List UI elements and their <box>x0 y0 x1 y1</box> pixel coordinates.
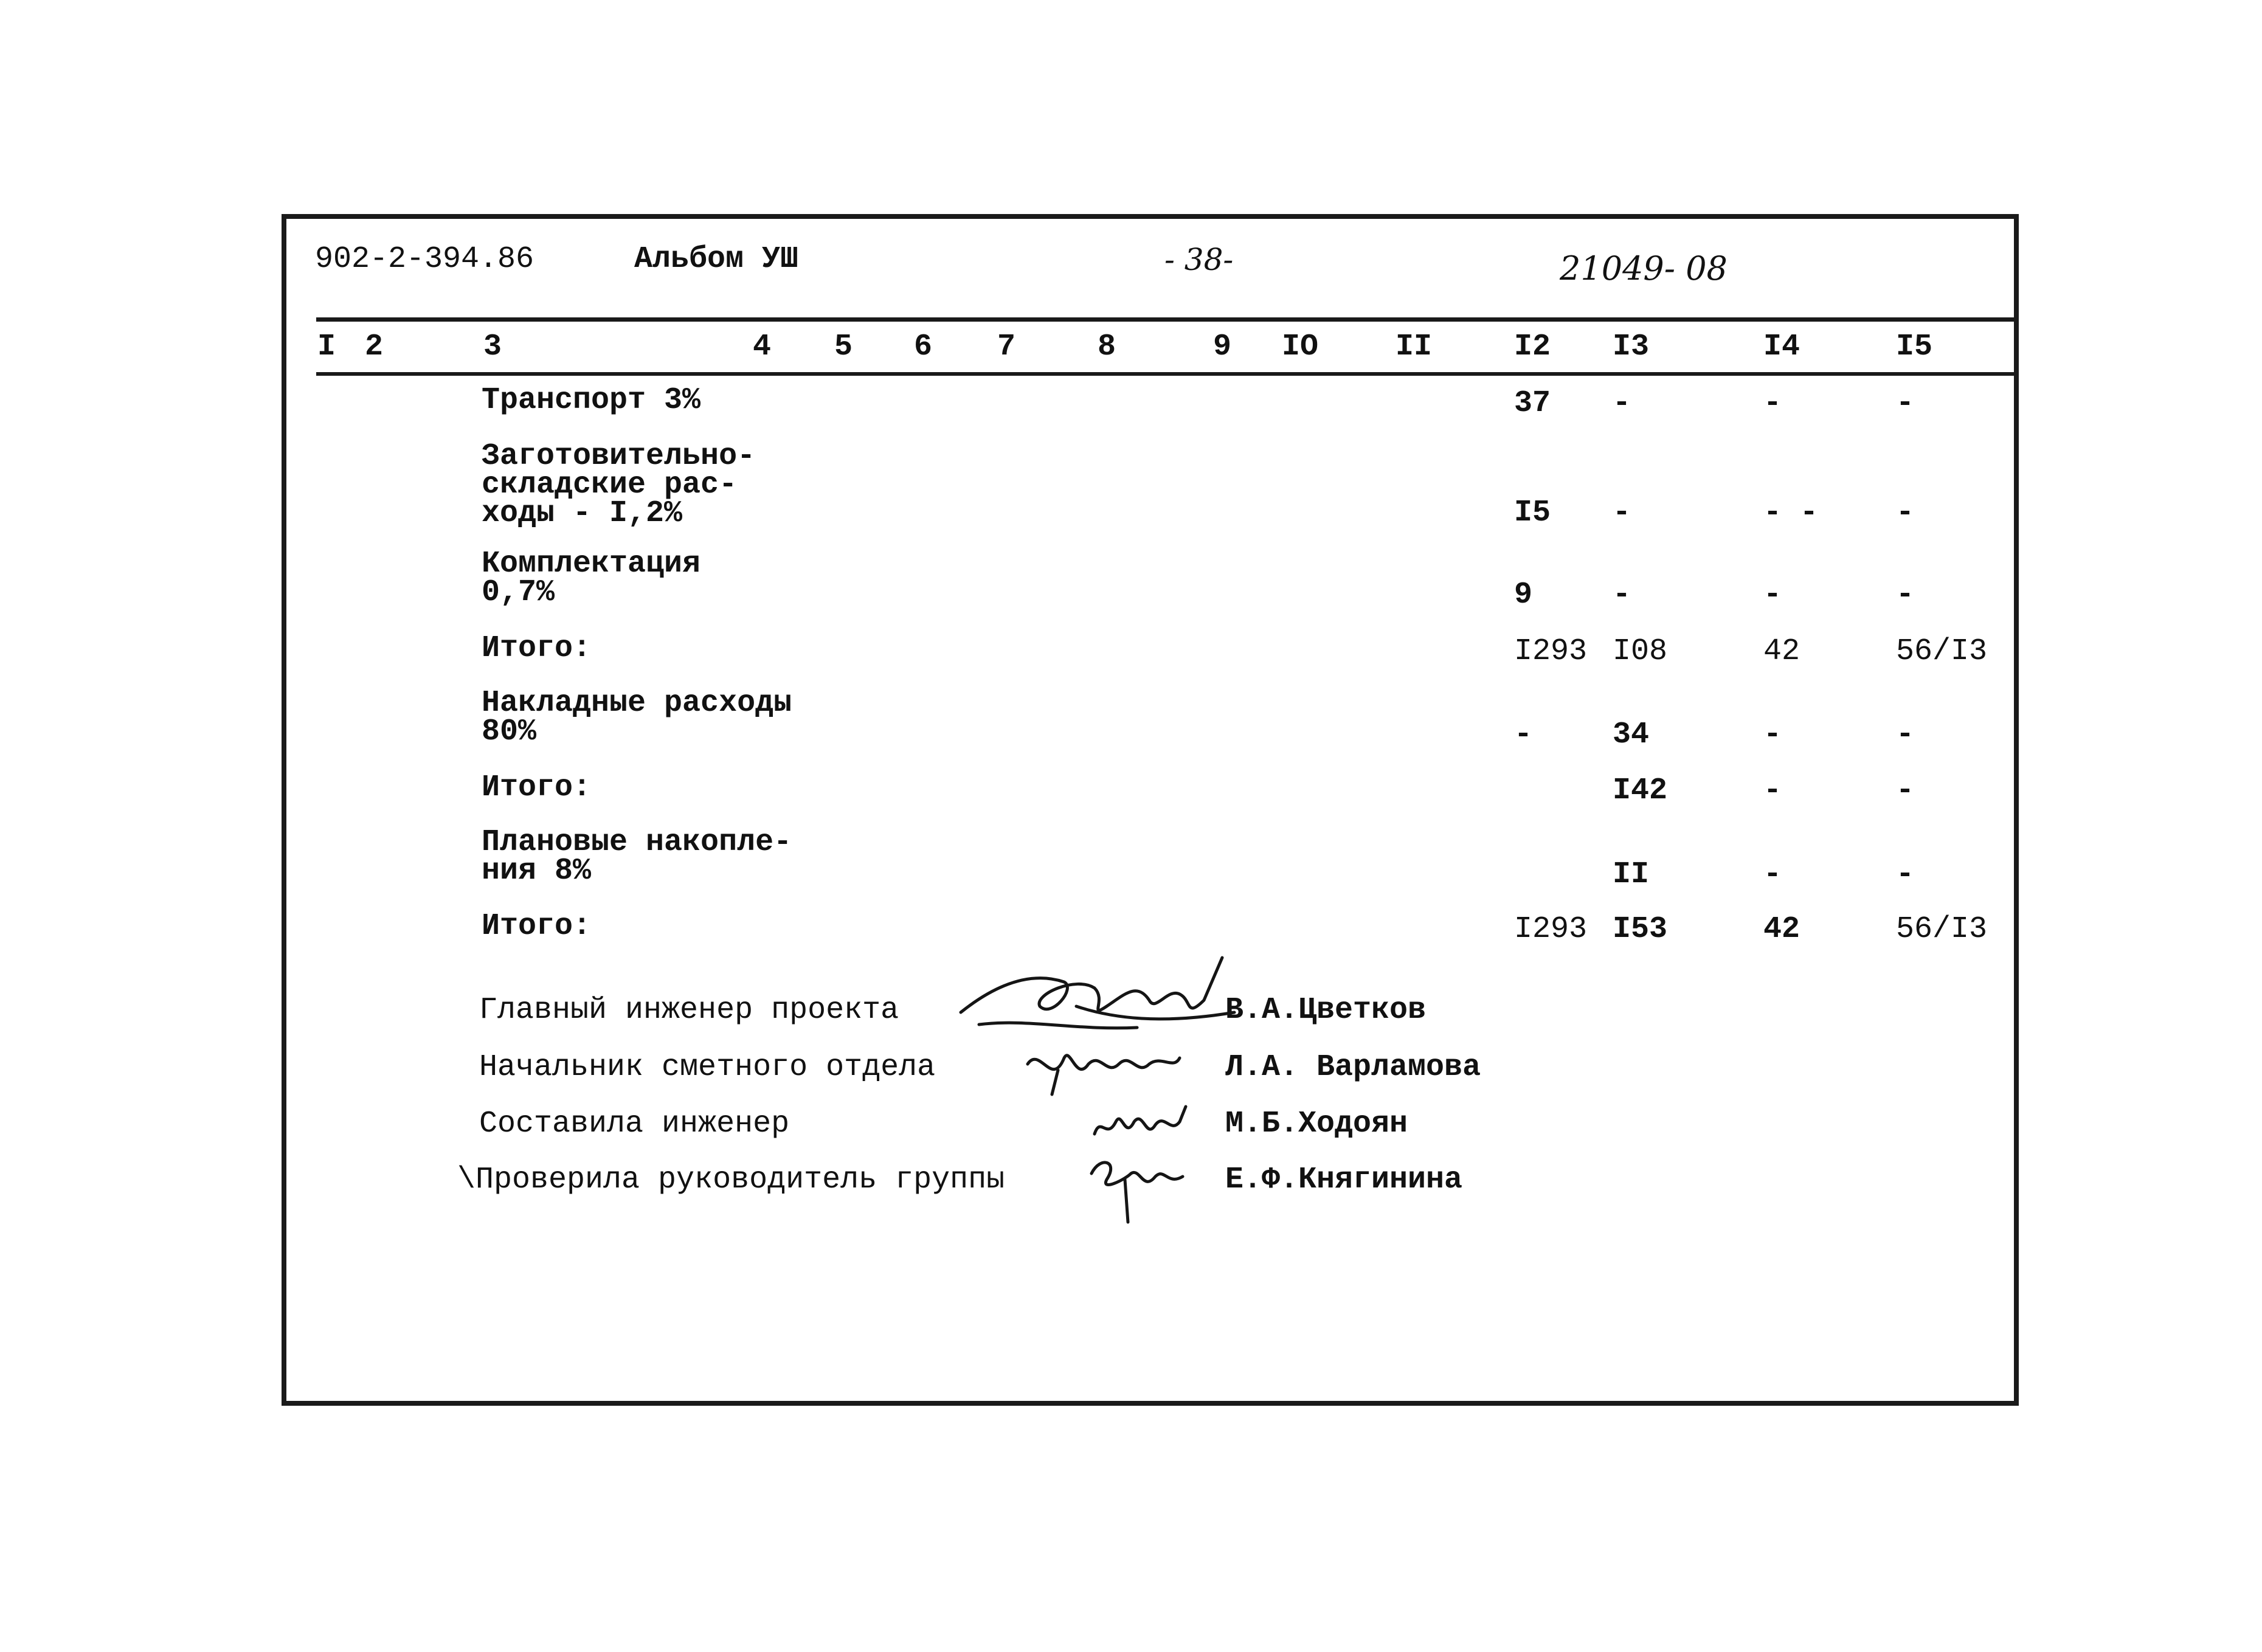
row-total-3-c12: I293 <box>1514 912 1588 947</box>
row-label-total-3: Итого: <box>482 909 592 944</box>
row-total-1-c14: 42 <box>1763 634 1800 669</box>
col-10: IO <box>1282 330 1319 364</box>
row-label-overhead: Накладные расходы 80% <box>482 686 792 749</box>
album-label: Альбом УШ <box>634 242 799 277</box>
row-total-2-c13: I42 <box>1613 773 1668 808</box>
row-transport-c13: - <box>1613 386 1631 421</box>
row-total-3-c13: I53 <box>1613 912 1668 947</box>
signature-role-estimates-head: Начальник сметного отдела <box>479 1050 936 1085</box>
row-completion-c15: - <box>1896 578 1915 612</box>
doc-code: 902-2-394.86 <box>315 242 534 277</box>
col-14: I4 <box>1763 330 1800 364</box>
row-overhead-c14: - <box>1763 717 1782 752</box>
col-12: I2 <box>1514 330 1551 364</box>
row-planned-savings-c13: II <box>1613 857 1650 892</box>
row-transport-c15: - <box>1896 386 1915 421</box>
handwritten-signature-2 <box>1022 1034 1186 1101</box>
row-total-3-c15: 56/I3 <box>1896 912 1988 947</box>
archive-number: 21049- 08 <box>1560 249 1728 288</box>
row-total-1-c12: I293 <box>1514 634 1588 669</box>
col-15: I5 <box>1896 330 1933 364</box>
row-completion-c13: - <box>1613 578 1631 612</box>
row-total-2-c15: - <box>1896 773 1915 808</box>
row-total-1-c13: I08 <box>1613 634 1668 669</box>
row-label-total-2: Итого: <box>482 770 592 805</box>
signature-role-compiler: Составила инженер <box>479 1107 790 1141</box>
handwritten-signature-4 <box>1082 1143 1192 1228</box>
row-procurement-c14: - - <box>1763 496 1819 530</box>
row-total-1-c15: 56/I3 <box>1896 634 1988 669</box>
row-label-completion: Комплектация 0,7% <box>482 547 701 610</box>
signature-name-group-lead: Е.Ф.Княгинина <box>1225 1163 1463 1197</box>
col-3: 3 <box>483 330 502 364</box>
row-total-2-c14: - <box>1763 773 1782 808</box>
col-1: I <box>317 330 336 364</box>
row-total-3-c14: 42 <box>1763 912 1800 947</box>
col-8: 8 <box>1098 330 1116 364</box>
row-label-planned-savings: Плановые накопле- ния 8% <box>482 825 792 888</box>
row-overhead-c13: 34 <box>1613 717 1650 752</box>
signature-role-chief-engineer: Главный инженер проекта <box>479 993 899 1028</box>
col-7: 7 <box>997 330 1016 364</box>
col-6: 6 <box>914 330 933 364</box>
row-transport-c14: - <box>1763 386 1782 421</box>
signature-name-estimates-head: Л.А. Варламова <box>1225 1050 1481 1085</box>
row-planned-savings-c14: - <box>1763 857 1782 892</box>
row-label-procurement: Заготовительно- складские рас- ходы - I,2% <box>482 439 756 531</box>
col-4: 4 <box>753 330 772 364</box>
row-procurement-c12: I5 <box>1514 496 1551 530</box>
col-2: 2 <box>365 330 384 364</box>
header-rule <box>316 317 2019 322</box>
signature-role-group-lead: \Проверила руководитель группы <box>457 1163 1005 1197</box>
col-13: I3 <box>1613 330 1650 364</box>
row-label-total-1: Итого: <box>482 631 592 666</box>
page-number: - 38- <box>1164 242 1234 277</box>
signature-name-chief-engineer: В.А.Цветков <box>1225 993 1427 1028</box>
row-transport-c12: 37 <box>1514 386 1551 421</box>
row-procurement-c15: - <box>1896 496 1915 530</box>
signature-name-compiler: М.Б.Ходоян <box>1225 1107 1408 1141</box>
row-label-transport: Транспорт 3% <box>482 383 701 418</box>
col-5: 5 <box>834 330 853 364</box>
row-overhead-c12: - <box>1514 717 1533 752</box>
row-procurement-c13: - <box>1613 496 1631 530</box>
row-planned-savings-c15: - <box>1896 857 1915 892</box>
col-9: 9 <box>1213 330 1232 364</box>
row-completion-c14: - <box>1763 578 1782 612</box>
columns-rule <box>316 372 2019 376</box>
col-11: II <box>1396 330 1433 364</box>
row-completion-c12: 9 <box>1514 578 1533 612</box>
row-overhead-c15: - <box>1896 717 1915 752</box>
